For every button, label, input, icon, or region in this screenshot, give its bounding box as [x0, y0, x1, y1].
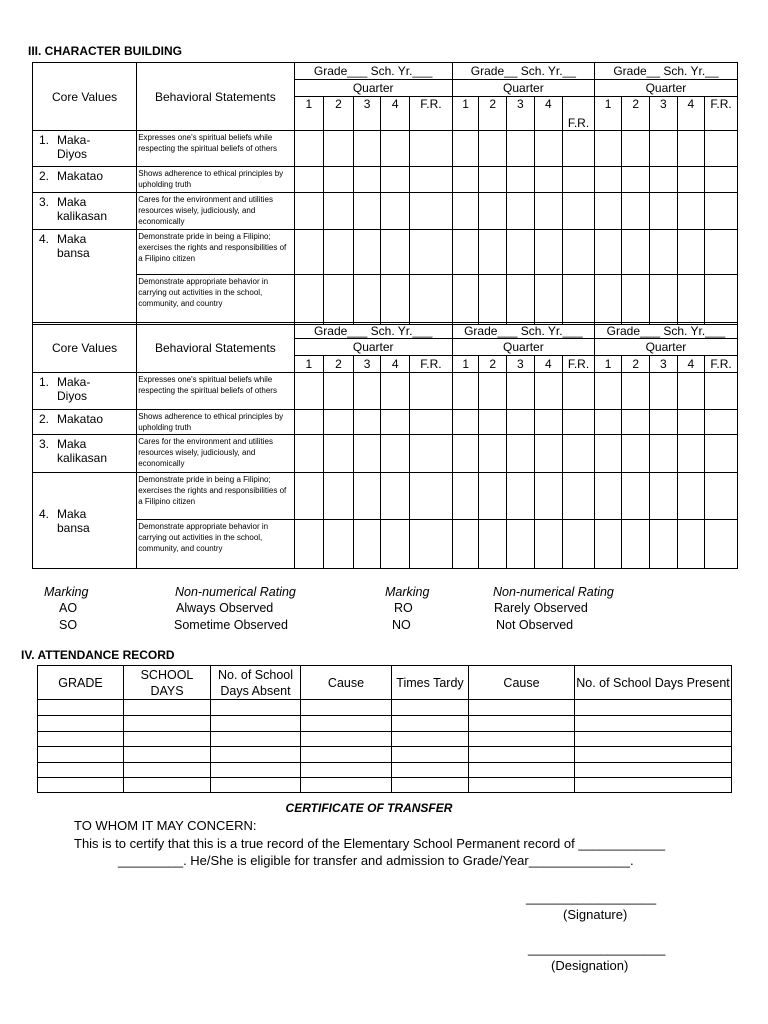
days-present-header: No. of School Days Present	[575, 666, 732, 700]
character-building-table-2	[32, 322, 738, 569]
quarter-4: 4	[381, 356, 410, 373]
behavioral-statements-header: Behavioral Statements	[137, 63, 294, 131]
attendance-table	[37, 665, 732, 793]
legend-code: SO	[59, 618, 78, 632]
quarter-4: 4	[677, 97, 705, 131]
quarter-2: 2	[622, 356, 650, 373]
quarter-1: 1	[294, 97, 324, 131]
grade-sch-yr-header: Grade___ Sch. Yr.___	[594, 323, 737, 339]
grade-sch-yr-header: Grade___ Sch. Yr.___	[452, 323, 594, 339]
quarter-2: 2	[324, 356, 354, 373]
cause-header: Cause	[469, 666, 575, 700]
to-whom-it-may-concern: TO WHOM IT MAY CONCERN:	[74, 818, 257, 833]
quarter-3: 3	[650, 97, 678, 131]
grade-header: GRADE	[38, 666, 124, 700]
character-building-table-1	[32, 62, 738, 325]
quarter-header: Quarter	[452, 339, 594, 356]
quarter-4: 4	[677, 356, 705, 373]
final-rating: F.R.	[705, 97, 738, 131]
core-value-maka-diyos: 1. Maka- Diyos	[33, 131, 137, 167]
table-row	[38, 778, 732, 793]
behavioral-statements-header: Behavioral Statements	[137, 323, 294, 373]
table-row	[38, 747, 732, 763]
grade-sch-yr-header: Grade__ Sch. Yr.__	[452, 63, 594, 80]
legend-text: Rarely Observed	[494, 601, 588, 615]
quarter-header: Quarter	[594, 80, 737, 97]
quarter-2: 2	[479, 97, 507, 131]
quarter-header: Quarter	[594, 339, 737, 356]
behavioral-statement: Shows adherence to ethical principles by upholding truth	[137, 410, 294, 435]
quarter-4: 4	[534, 97, 563, 131]
quarter-1: 1	[452, 97, 479, 131]
table-row	[38, 716, 732, 732]
certificate-line-1: This is to certify that this is a true record of the Elementary School Permanent record of ____________	[74, 836, 666, 851]
quarter-4: 4	[534, 356, 563, 373]
legend-code: NO	[392, 618, 411, 632]
core-value-maka-bansa: 4. Maka bansa	[33, 230, 137, 325]
quarter-2: 2	[324, 97, 354, 131]
behavioral-statement: Demonstrate pride in being a Filipino; exercises the rights and responsibilities of a Filipino citizen	[137, 230, 294, 275]
school-days-header: SCHOOL DAYS	[124, 666, 211, 700]
behavioral-statement: Cares for the environment and utilities resources wisely, judiciously, and economically	[137, 435, 294, 473]
quarter-1: 1	[294, 356, 324, 373]
behavioral-statement: Demonstrate pride in being a Filipino; exercises the rights and responsibilities of a Filipino citizen	[137, 473, 294, 520]
behavioral-statement: Shows adherence to ethical principles by upholding truth	[137, 167, 294, 193]
legend-rating-heading: Non-numerical Rating	[493, 585, 614, 599]
quarter-header: Quarter	[294, 80, 452, 97]
signature-line[interactable]: __________________	[526, 890, 657, 905]
quarter-3: 3	[353, 97, 381, 131]
legend-text: Sometime Observed	[174, 618, 288, 632]
times-tardy-header: Times Tardy	[392, 666, 469, 700]
grade-sch-yr-header: Grade___ Sch. Yr.___	[294, 63, 452, 80]
quarter-3: 3	[353, 356, 381, 373]
table-row	[38, 700, 732, 716]
final-rating: F.R.	[409, 97, 452, 131]
quarter-1: 1	[452, 356, 479, 373]
section-title-attendance-record: IV. ATTENDANCE RECORD	[21, 648, 175, 662]
legend-text: Not Observed	[496, 618, 574, 632]
core-values-header: Core Values	[33, 63, 137, 131]
final-rating: F.R.	[705, 356, 738, 373]
table-row	[38, 763, 732, 778]
legend-code: AO	[59, 601, 78, 615]
core-value-maka-diyos: 1. Maka- Diyos	[33, 373, 137, 410]
core-value-makatao: 2. Makatao	[33, 167, 137, 193]
legend-marking-heading: Marking	[385, 585, 430, 599]
days-absent-header: No. of School Days Absent	[211, 666, 301, 700]
core-value-maka-kalikasan: 3. Maka kalikasan	[33, 435, 137, 473]
quarter-2: 2	[622, 97, 650, 131]
cause-header: Cause	[301, 666, 392, 700]
behavioral-statement: Cares for the environment and utilities resources wisely, judiciously, and economically	[137, 193, 294, 230]
final-rating: F.R.	[563, 97, 595, 131]
legend-rating-heading: Non-numerical Rating	[175, 585, 296, 599]
legend-code: RO	[394, 601, 413, 615]
table-row	[38, 732, 732, 747]
legend-marking-heading: Marking	[44, 585, 89, 599]
quarter-header: Quarter	[294, 339, 452, 356]
designation-label: (Designation)	[551, 958, 629, 973]
quarter-2: 2	[479, 356, 507, 373]
quarter-3: 3	[650, 356, 678, 373]
quarter-4: 4	[381, 97, 410, 131]
section-title-character-building: III. CHARACTER BUILDING	[28, 44, 182, 58]
grade-sch-yr-header: Grade__ Sch. Yr.__	[594, 63, 737, 80]
legend-text: Always Observed	[176, 601, 274, 615]
final-rating: F.R.	[409, 356, 452, 373]
core-value-maka-kalikasan: 3. Maka kalikasan	[33, 193, 137, 230]
core-value-makatao: 2. Makatao	[33, 410, 137, 435]
behavioral-statement: Demonstrate appropriate behavior in carrying out activities in the school, community, and country	[137, 520, 294, 569]
certificate-title: CERTIFICATE OF TRANSFER	[285, 801, 453, 815]
behavioral-statement: Expresses one's spiritual beliefs while respecting the spiritual beliefs of others	[137, 131, 294, 167]
quarter-3: 3	[507, 97, 535, 131]
signature-label: (Signature)	[563, 907, 628, 922]
quarter-1: 1	[594, 356, 622, 373]
quarter-3: 3	[507, 356, 535, 373]
final-rating: F.R.	[563, 356, 595, 373]
behavioral-statement: Expresses one's spiritual beliefs while respecting the spiritual beliefs of others	[137, 373, 294, 410]
core-value-maka-bansa: 4. Maka bansa	[33, 473, 137, 569]
designation-line[interactable]: ___________________	[528, 941, 666, 956]
quarter-header: Quarter	[452, 80, 594, 97]
core-values-header: Core Values	[33, 323, 137, 373]
certificate-line-2: _________. He/She is eligible for transfer and admission to Grade/Year______________.	[118, 853, 634, 868]
behavioral-statement: Demonstrate appropriate behavior in carrying out activities in the school, community, and country	[137, 275, 294, 325]
grade-sch-yr-header: Grade___ Sch. Yr.___	[294, 323, 452, 339]
quarter-1: 1	[594, 97, 622, 131]
